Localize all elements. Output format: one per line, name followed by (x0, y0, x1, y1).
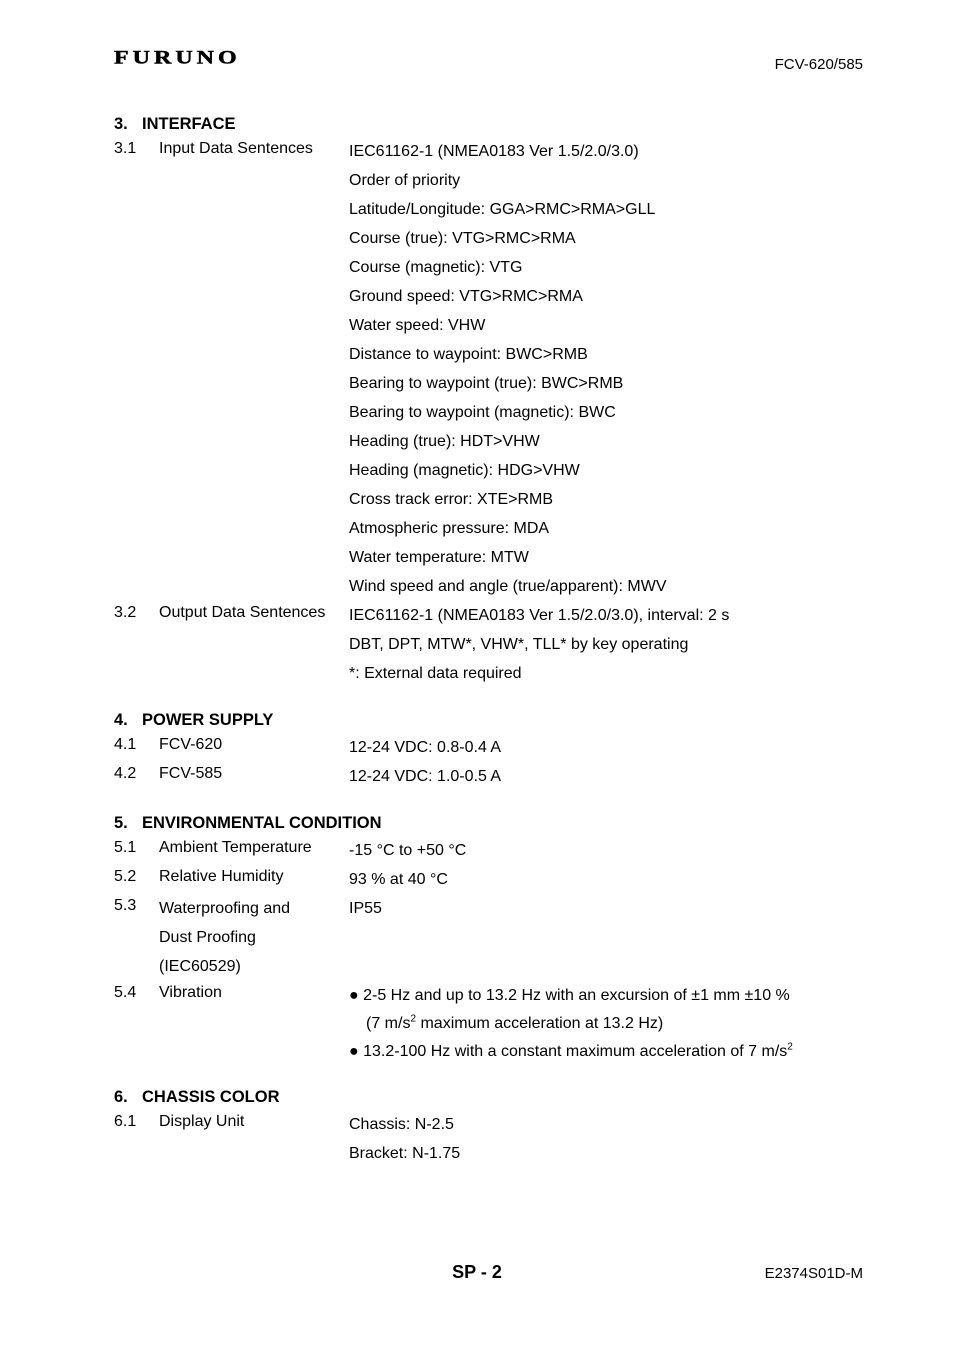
value-line: IP55 (349, 900, 382, 917)
text-run: ● 13.2-100 Hz with a constant maximum acceleration of 7 m/s (349, 1043, 788, 1060)
value-line: IEC61162-1 (NMEA0183 Ver 1.5/2.0/3.0), interval: 2 s (349, 607, 730, 624)
label-line: (IEC60529) (159, 958, 241, 975)
item-number: 3.1 (114, 140, 137, 157)
label-line: Dust Proofing (159, 929, 256, 946)
section-chassis-color (114, 1085, 854, 1171)
item-label: Display Unit (159, 1113, 245, 1130)
section-title (114, 1085, 854, 1113)
section-heading: INTERFACE (142, 115, 236, 133)
item-number: 5.2 (114, 868, 137, 885)
text-run: (7 m/s (366, 1015, 411, 1032)
section-interface (114, 112, 854, 691)
value-line: Order of priority (349, 172, 461, 189)
item-values (349, 604, 854, 691)
item-number: 4.1 (114, 736, 137, 753)
item-label: FCV-585 (159, 765, 223, 782)
section-number: 4. (114, 711, 128, 729)
value-line: Atmospheric pressure: MDA (349, 520, 550, 537)
page-number: SP - 2 (452, 1262, 502, 1282)
furuno-logo: FURUNO (114, 48, 241, 69)
value-line: Course (true): VTG>RMC>RMA (349, 230, 576, 247)
item-number: 5.3 (114, 897, 137, 914)
value-line: 12-24 VDC: 0.8-0.4 A (349, 739, 502, 756)
value-line: Wind speed and angle (true/apparent): MWV (349, 578, 667, 595)
section-number: 5. (114, 814, 128, 832)
item-label: Relative Humidity (159, 868, 284, 885)
value-line: Ground speed: VTG>RMC>RMA (349, 288, 583, 305)
value-line: *: External data required (349, 665, 522, 682)
section-number: 6. (114, 1088, 128, 1106)
value-line: -15 °C to +50 °C (349, 842, 467, 859)
text-run: maximum acceleration at 13.2 Hz) (416, 1015, 664, 1032)
value-line: Heading (magnetic): HDG>VHW (349, 462, 580, 479)
value-line: Bearing to waypoint (true): BWC>RMB (349, 375, 624, 392)
spec-item-fcv620 (114, 736, 854, 765)
item-number: 5.4 (114, 984, 137, 1001)
item-label: FCV-620 (159, 736, 223, 753)
document-code: E2374S01D-M (764, 1265, 863, 1282)
section-heading: CHASSIS COLOR (142, 1088, 280, 1106)
value-line: 12-24 VDC: 1.0-0.5 A (349, 768, 502, 785)
spec-content (114, 112, 854, 1188)
value-line: Course (magnetic): VTG (349, 259, 523, 276)
superscript: 2 (787, 1041, 793, 1053)
item-label (159, 897, 349, 984)
item-values (349, 765, 854, 794)
spec-item-input-sentences (114, 140, 854, 604)
item-number: 3.2 (114, 604, 137, 621)
value-line: Water speed: VHW (349, 317, 486, 334)
spec-item-display-unit (114, 1113, 854, 1171)
value-line: DBT, DPT, MTW*, VHW*, TLL* by key operating (349, 636, 689, 653)
value-line: Heading (true): HDT>VHW (349, 433, 540, 450)
spec-item-vibration (114, 984, 854, 1068)
superscript: 2 (410, 1013, 417, 1025)
value-line: Bearing to waypoint (magnetic): BWC (349, 404, 616, 421)
item-label: Ambient Temperature (159, 839, 312, 856)
value-line: Bracket: N-1.75 (349, 1145, 461, 1162)
item-values (349, 1113, 854, 1171)
section-heading: ENVIRONMENTAL CONDITION (142, 814, 382, 832)
bullet-line (349, 1040, 854, 1068)
spec-item-relative-humidity (114, 868, 854, 897)
item-number: 5.1 (114, 839, 137, 856)
value-line: Cross track error: XTE>RMB (349, 491, 554, 508)
item-label: Vibration (159, 984, 222, 1001)
item-values (349, 897, 854, 984)
bullet-continuation (349, 1012, 854, 1040)
item-values (349, 984, 854, 1068)
item-values (349, 140, 854, 604)
section-title (114, 708, 854, 736)
section-title (114, 112, 854, 140)
section-heading: POWER SUPPLY (142, 711, 274, 729)
item-values (349, 868, 854, 897)
value-line: Chassis: N-2.5 (349, 1116, 454, 1133)
bullet-line: ● 2-5 Hz and up to 13.2 Hz with an excursion of ±1 mm ±10 % (349, 987, 790, 1004)
spec-item-waterproofing (114, 897, 854, 984)
item-label: Output Data Sentences (159, 604, 326, 621)
spec-item-output-sentences (114, 604, 854, 691)
section-number: 3. (114, 115, 128, 133)
section-power-supply (114, 708, 854, 794)
value-line: IEC61162-1 (NMEA0183 Ver 1.5/2.0/3.0) (349, 143, 639, 160)
item-label: Input Data Sentences (159, 140, 313, 157)
value-line: Distance to waypoint: BWC>RMB (349, 346, 588, 363)
value-line: Latitude/Longitude: GGA>RMC>RMA>GLL (349, 201, 656, 218)
value-line: Water temperature: MTW (349, 549, 529, 566)
label-line: Waterproofing and (159, 900, 291, 917)
section-title (114, 811, 854, 839)
spec-item-fcv585 (114, 765, 854, 794)
model-number: FCV-620/585 (774, 56, 863, 73)
item-number: 6.1 (114, 1113, 137, 1130)
value-line: 93 % at 40 °C (349, 871, 448, 888)
spec-item-ambient-temperature (114, 839, 854, 868)
item-number: 4.2 (114, 765, 137, 782)
section-environmental (114, 811, 854, 1068)
item-values (349, 839, 854, 868)
item-values (349, 736, 854, 765)
